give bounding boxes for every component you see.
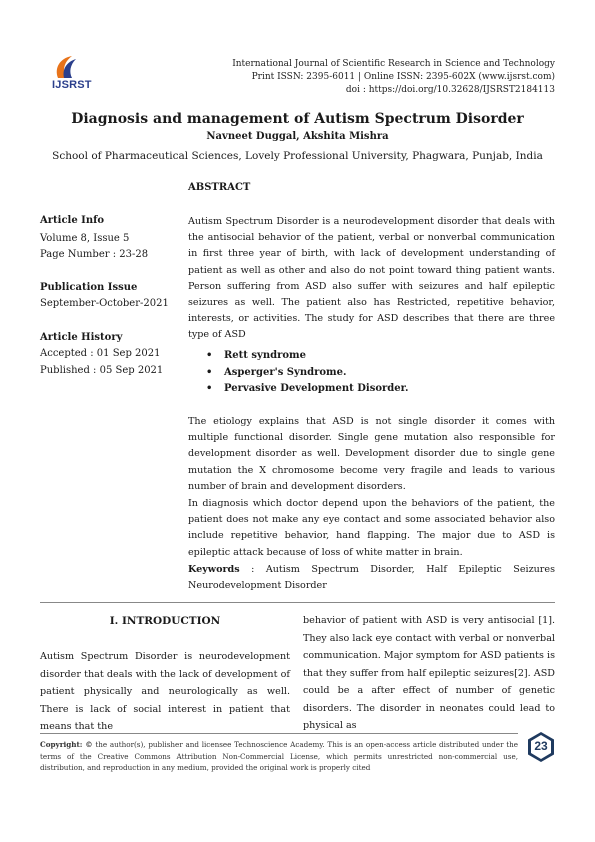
volume-issue: Volume 8, Issue 5 <box>40 233 130 244</box>
section-divider <box>40 602 555 603</box>
footer-license <box>40 739 518 774</box>
article-history-heading: Article History <box>40 332 123 343</box>
abstract-heading: ABSTRACT <box>188 182 251 193</box>
journal-doi[interactable]: doi : https://doi.org/10.32628/IJSRST2184113 <box>345 85 555 95</box>
logo-swoosh-icon <box>44 54 100 80</box>
logo-text: IJSRST <box>52 79 92 91</box>
footer-divider <box>40 733 518 734</box>
introduction-heading: I. INTRODUCTION <box>109 615 221 627</box>
journal-logo <box>44 54 100 94</box>
publication-issue: September-October-2021 <box>40 298 169 309</box>
paper-title: Diagnosis and management of Autism Spectrum Disorder <box>71 111 524 127</box>
journal-issn: Print ISSN: 2395-6011 | Online ISSN: 2395-602X (www.ijsrst.com) <box>251 72 555 82</box>
keywords <box>188 562 555 594</box>
intro-left-column: Autism Spectrum Disorder is neurodevelopment disorder that deals with the lack of development of patient physically and neurologically as well. There is lack of social interest in patient that means that the <box>40 651 290 732</box>
copyright-label: Copyright: © <box>40 740 93 749</box>
page-range: Page Number : 23-28 <box>40 249 149 260</box>
asd-types-list <box>188 348 408 398</box>
paper-authors: Navneet Duggal, Akshita Mishra <box>206 131 389 142</box>
article-info-heading: Article Info <box>40 215 105 226</box>
abstract-paragraph-1: Autism Spectrum Disorder is a neurodevelopment disorder that deals with the antisocial behavior of the patient, verbal or nonverbal communication in first three year of birth, with lack of development understanding of patient as well as other and also do not point toward thing patient wants. Person suffering from ASD also suffer with seizures and half epileptic seizures as well. The patient also has Restricted, repetitive behavior, interests, or activities. The study for ASD describes that there are three type of ASD <box>188 216 555 341</box>
journal-name: International Journal of Scientific Research in Science and Technology <box>232 59 555 69</box>
keywords-label: Keywords <box>188 564 240 575</box>
page-number-badge <box>527 731 555 763</box>
abstract-paragraph-3: In diagnosis which doctor depend upon the behaviors of the patient, the patient does not make any eye contact and some associated behavior also include repetitive behavior, hand flapping. The major due to ASD is epileptic attack because of loss of white matter in brain. <box>188 498 555 558</box>
keywords-text: : Autism Spectrum Disorder, Half Epileptic Seizures Neurodevelopment Disorder <box>188 564 555 592</box>
publication-issue-heading: Publication Issue <box>40 282 138 293</box>
list-item: • Pervasive Development Disorder. <box>206 381 408 398</box>
license-text: the author(s), publisher and licensee Technoscience Academy. This is an open-access article distributed under the terms of the Creative Commons Attribution Non-Commercial License, which permits unrestricted non-commercial use, distribution, and reproduction in any medium, provided the original work is properly cited <box>40 740 518 772</box>
published-date: Published : 05 Sep 2021 <box>40 365 164 376</box>
list-item: • Rett syndrome <box>206 348 408 365</box>
list-item: • Asperger's Syndrome. <box>206 365 408 382</box>
accepted-date: Accepted : 01 Sep 2021 <box>40 348 161 359</box>
intro-right-column: behavior of patient with ASD is very antisocial [1]. They also lack eye contact with verbal or nonverbal communication. Major symptom for ASD patients is that they suffer from half epileptic seizures[2]. ASD could be a after effect of number of genetic disorders. The disorder in neonates could lead to physical as <box>303 615 555 731</box>
abstract-paragraph-2: The etiology explains that ASD is not single disorder it comes with multiple functional disorder. Single gene mutation also responsible for development disorder as well. Development disorder due to single gene mutation the X chromosome become very fragile and leads to various number of brain and development disorders. <box>188 416 555 492</box>
paper-affiliation: School of Pharmaceutical Sciences, Lovely Professional University, Phagwara, Punjab, India <box>52 150 543 162</box>
page-number: 23 <box>534 739 548 753</box>
